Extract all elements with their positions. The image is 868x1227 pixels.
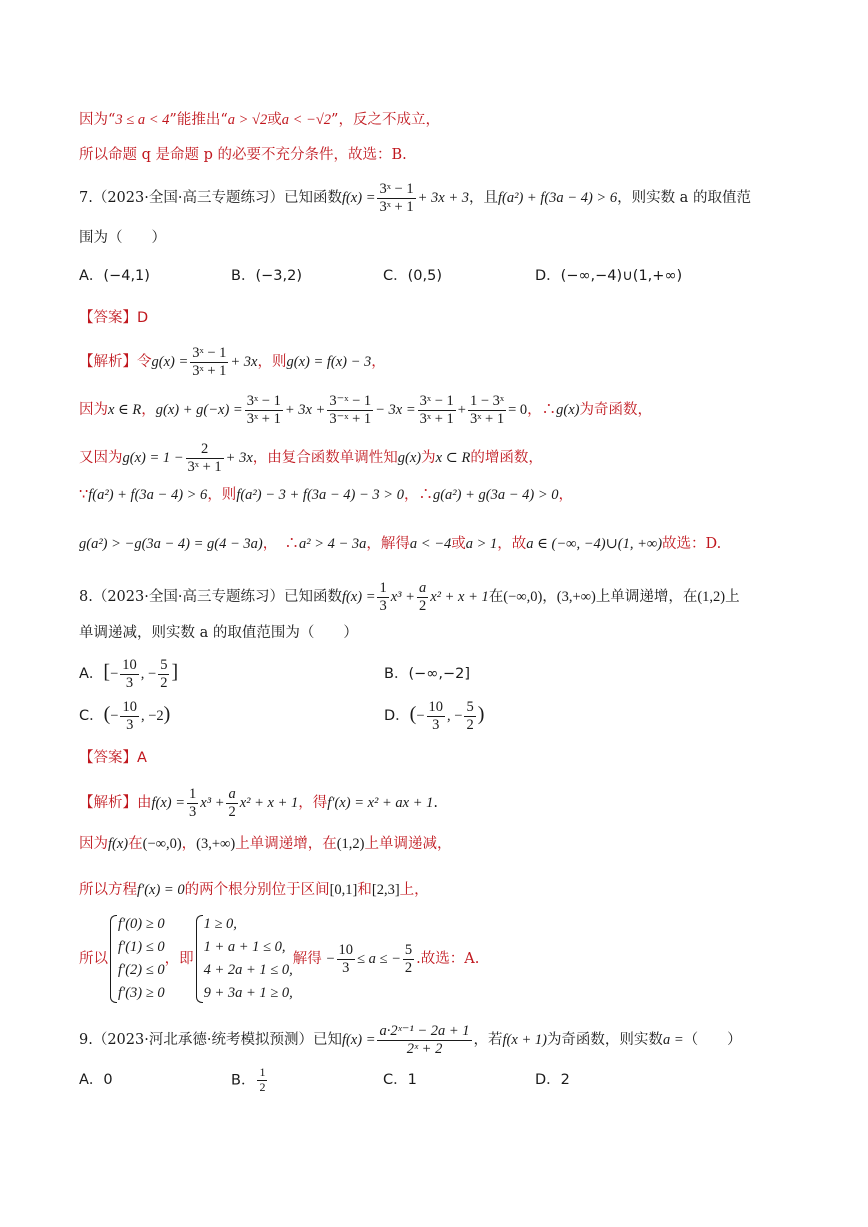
q8-answer: 【答案】A — [79, 750, 147, 766]
q7-answer: 【答案】D — [79, 310, 149, 326]
prev-line-1: 因为“3 ≤ a < 4”能推出“a > √2或a < −√2”，反之不成立， — [79, 112, 440, 128]
q7-fraction: $\frac{\text{3ˣ − 1}}{\text{3ˣ + 1}}$ — [379, 181, 414, 215]
q8-option-d[interactable]: D．(− $\frac{10}{3}$ , − $\frac{5}{2}$ ) — [384, 699, 485, 733]
q7-option-c[interactable]: C．(0,5) — [383, 268, 442, 284]
q9-option-c[interactable]: C．1 — [383, 1072, 417, 1089]
q7-stem: 7.（2023·全国·高三专题练习）已知函数f(x) = $\frac{\text{3ˣ − 1}}{\text{3ˣ + 1}}$ + 3x + 3，且f(a²) + f(3a − 4) > 6，则实数 a 的取值范 — [79, 181, 751, 215]
q9-option-b[interactable]: B． $\frac{1}{2}$ — [231, 1065, 266, 1094]
q7-solution-4: ∵f(a²) + f(3a − 4) > 6，则f(a²) − 3 + f(3a − 4) − 3 > 0，∴g(a²) + g(3a − 4) > 0， — [79, 487, 573, 503]
q7-option-d[interactable]: D．(−∞,−4)∪(1,+∞) — [535, 268, 683, 284]
prev-line-2: 所以命题 q 是命题 p 的必要不充分条件，故选：B. — [79, 147, 407, 163]
q8-solution-2: 因为f(x)在(−∞,0)，(3,+∞)上单调递增，在(1,2)上单调递减， — [79, 836, 452, 852]
q7-stem-2: 围为（ ） — [79, 230, 166, 246]
q9-options — [79, 1066, 798, 1095]
q9-option-a[interactable]: A．0 — [79, 1072, 113, 1089]
q8-option-a[interactable]: A．[− $\frac{10}{3}$ , − $\frac{5}{2}$ ] — [79, 657, 179, 691]
q9-option-d[interactable]: D．2 — [535, 1072, 570, 1089]
q8-solution-3: 所以方程f′(x) = 0的两个根分别位于区间[0,1]和[2,3]上， — [79, 882, 429, 898]
q8-options-row-2 — [79, 699, 798, 733]
q8-options-row-1 — [79, 657, 798, 691]
q8-solution-1: 【解析】由f(x) = $\frac{1}{3}$ x³ + $\frac{a}{2}$ x² + x + 1，得f′(x) = x² + ax + 1. — [79, 786, 439, 820]
system-derivative: f′(0) ≥ 0 f′(1) ≤ 0 f′(2) ≤ 0 f′(3) ≥ 0 — [108, 913, 165, 1005]
q7-solution-3: 又因为g(x) = 1 − $\frac{2}{\text{3ˣ + 1}}$ + 3x，由复合函数单调性知g(x)为x ⊂ R的增函数， — [79, 441, 543, 475]
q7-option-b[interactable]: B．(−3,2) — [231, 268, 302, 284]
q7-solution-5: g(a²) > −g(3a − 4) = g(4 − 3a)， ∴a² > 4 − 3a，解得a < −4或a > 1，故a ∈ (−∞, −4)∪(1, +∞)故选：D. — [79, 536, 722, 552]
q7-solution-1: 【解析】令g(x) = $\frac{\text{3ˣ − 1}}{\text{3ˣ + 1}}$ + 3x，则g(x) = f(x) − 3， — [79, 345, 386, 379]
q9-stem: 9.（2023·河北承德·统考模拟预测）已知f(x) = $\frac{\text{a·2ˣ⁻¹ − 2a + 1}}{\text{2ˣ + 2}}$ ，若f(x + 1)为奇函数，则实数a =（ ） — [79, 1023, 742, 1057]
system-inequalities: 1 ≥ 0, 1 + a + 1 ≤ 0, 4 + 2a + 1 ≤ 0, 9 + 3a + 1 ≥ 0, — [194, 913, 293, 1005]
q8-solution-4: 所以 f′(0) ≥ 0 f′(1) ≤ 0 f′(2) ≤ 0 f′(3) ≥ 0 ，即 1 ≥ 0, 1 + a + 1 ≤ 0, 4 + 2a + 1 ≤ 0, 9 + 3a + 1 ≥ 0, 解得 − $\frac{10}{3}$ ≤ a ≤ − $\frac{5}{2}$ .故选：A. — [79, 913, 798, 1005]
q8-option-c[interactable]: C．(− $\frac{10}{3}$ , −2) — [79, 699, 171, 733]
q7-options — [79, 268, 798, 285]
q8-option-b[interactable]: B．(−∞,−2] — [384, 666, 470, 683]
q8-stem: 8.（2023·全国·高三专题练习）已知函数f(x) = $\frac{1}{3}$ x³ + $\frac{a}{2}$ x² + x + 1在(−∞,0)，(3,+∞)上单调递增，在(1,2)上 — [79, 580, 740, 614]
q7-option-a[interactable]: A．(−4,1) — [79, 268, 150, 284]
q8-stem-2: 单调递减，则实数 a 的取值范围为（ ） — [79, 625, 358, 641]
q7-solution-2: 因为x ∈ R，g(x) + g(−x) = $\frac{\text{3ˣ − 1}}{\text{3ˣ + 1}}$ + 3x + $\frac{\text{3⁻ˣ − 1}}{\text{3⁻ˣ + 1}}$ − 3x = $\frac{\text{3ˣ − 1}}{\text{3ˣ + 1}}$ + $\frac{\text{1 − 3ˣ}}{\text{3ˣ + 1}}$ = 0，∴g(x)为奇函数， — [79, 393, 652, 427]
